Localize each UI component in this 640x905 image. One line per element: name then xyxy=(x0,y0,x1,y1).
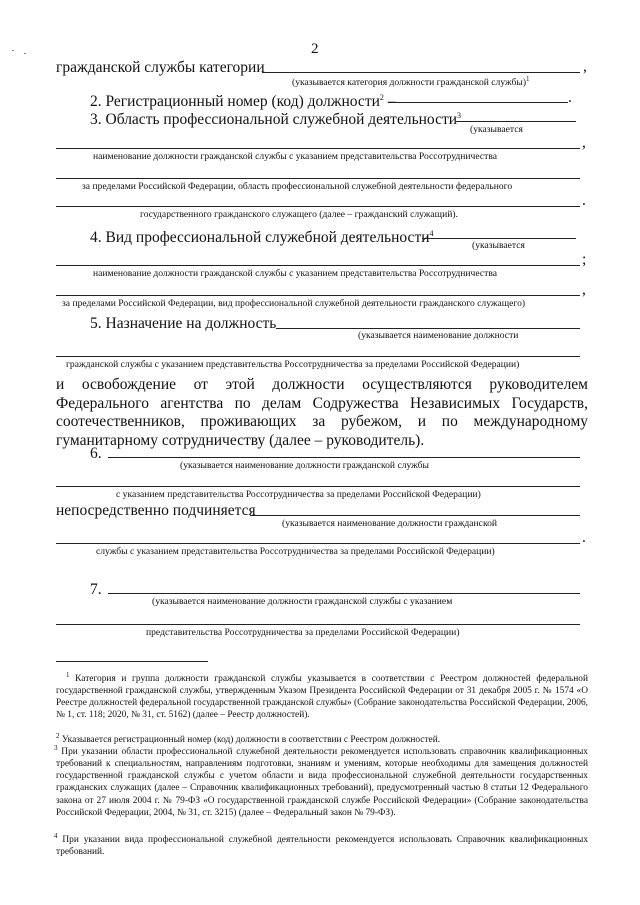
page-number: 2 xyxy=(311,41,319,57)
item-4-hint-2: наименование должности гражданской службы с указанием представительства Россотрудничества xyxy=(93,268,497,279)
item-6-hint-4: службы с указанием представительства Россотрудничества за пределами Российской Федерации) xyxy=(96,546,495,557)
footnote-ref-1: 1 xyxy=(526,75,530,83)
item-4-end-2: , xyxy=(582,281,586,298)
item-6-field-line-3 xyxy=(250,515,580,516)
item-5-field-line-1 xyxy=(276,328,580,329)
item-5-hint-1: (указывается наименование должности xyxy=(358,330,519,341)
category-hint-text: (указывается категория должности гражданской службы) xyxy=(292,77,527,89)
footnote-mark-2: 2 xyxy=(56,732,60,740)
item-4-label xyxy=(90,225,434,247)
item-4-end-1: ; xyxy=(582,251,587,268)
item-5-label: 5. Назначение на должность xyxy=(90,315,277,332)
footnote-separator xyxy=(56,661,208,662)
item-4-hint-3: за пределами Российской Федерации, вид профессиональной служебной деятельности гражданского служащего) xyxy=(62,298,526,309)
category-field-line xyxy=(262,72,580,73)
item-3-hint-3: за пределами Российской Федерации, область профессиональной служебной деятельности федерального xyxy=(82,181,513,192)
footnote-mark-3: 3 xyxy=(54,744,58,752)
item-3-field-line-2 xyxy=(56,148,580,149)
footnote-3-text: При указании области профессиональной служебной деятельности рекомендуется использовать справочник квалификационных требований к специальностям, направлениям подготовки, знаниям и умениям, которые необходимы для замещения должностей государственной гражданской службы с учетом области и вида профессиональной служебной деятельности государственных гражданских служащих (далее – Справочник квалификационных требований), предусмотренный частью 8 статьи 12 Федерального закона от 27 июля 2004 г. № 79-ФЗ «О государственной гражданской службе Российской Федерации» (Собрание законодательства Российской Федерации, 2004, № 31, ст. 3215) (далее – Федеральный закон № 79-ФЗ). xyxy=(56,747,588,818)
item-6-hint-2: с указанием представительства Россотрудничества за пределами Российской Федерации) xyxy=(116,489,481,500)
scan-speck xyxy=(24,53,26,54)
scan-speck xyxy=(12,50,14,51)
footnote-mark-4: 4 xyxy=(54,832,58,840)
item-2-end: . xyxy=(568,89,572,106)
item-3-end-3: . xyxy=(582,192,586,209)
footnote-1-text: Категория и группа должности гражданской службы указывается в соответствии с Реестром должностей федеральной государственной гражданской службы, утвержденным Указом Президента Российской Федерации от 31 декабря 2005 г. № 1574 «О Реестре должностей федеральной государственной гражданской службы» (Собрание законодательства Российской Федерации, 2006, № 1, ст. 118; 2020, № 31, ст. 5162) (далее – Реестр должностей). xyxy=(56,674,588,721)
footnote-1 xyxy=(56,669,588,722)
footnote-mark-1: 1 xyxy=(66,671,70,679)
footnote-ref-4: 4 xyxy=(429,229,434,238)
category-hint xyxy=(292,74,530,88)
item-6-number: 6. xyxy=(90,445,102,462)
footnote-ref-2: 2 xyxy=(379,93,384,102)
item-6-hint-1: (указывается наименование должности гражданской службы xyxy=(180,460,429,471)
footnote-ref-3: 3 xyxy=(457,111,462,120)
item-7-field-line-1 xyxy=(108,593,580,594)
item-5-hint-2: гражданской службы с указанием представительства Россотрудничества за пределами Российской Федерации) xyxy=(66,359,520,370)
item-3-label xyxy=(90,107,461,129)
item-4-text: 4. Вид профессиональной служебной деятельности xyxy=(90,229,430,247)
footnote-2-text: Указывается регистрационный номер (код) должности в соответствии с Реестром должностей. xyxy=(61,735,441,746)
item-6-field-line-1 xyxy=(108,457,580,458)
item-7-hint-1: (указывается наименование должности гражданской службы с указанием xyxy=(152,596,453,607)
item-3-hint-4: государственного гражданского служащего (далее – гражданский служащий). xyxy=(140,209,458,220)
footnote-4-text: При указании вида профессиональной служебной деятельности рекомендуется использовать Справочник квалификационных требований. xyxy=(56,835,589,858)
footnote-3 xyxy=(56,742,588,819)
item-3-field-line-3 xyxy=(56,178,580,179)
footnote-4 xyxy=(56,830,588,858)
item-3-hint-1: (указывается xyxy=(470,124,523,135)
category-field-end: , xyxy=(583,58,587,75)
item-6-field-line-4 xyxy=(56,543,580,544)
item-7-number: 7. xyxy=(90,581,102,598)
item-2-dash: – xyxy=(387,93,396,111)
item-4-hint-1: (указывается xyxy=(472,240,525,251)
item-3-text: 3. Область профессиональной служебной деятельности xyxy=(90,111,458,129)
item-2-field-line xyxy=(388,102,568,103)
item-4-field-line-1 xyxy=(422,238,576,239)
item-3-field-line-1 xyxy=(456,121,576,122)
item-7-hint-2: представительства Россотрудничества за пределами Российской Федерации) xyxy=(146,627,460,638)
appointment-paragraph: и освобождение от этой должности осуществляются руководителем Федерального агентства по делам Содружества Независимых Государств, соотечественников, проживающих за рубежом, и по международному гуманитарному сотрудничеству (далее – руководитель). xyxy=(56,376,588,449)
item-3-hint-2: наименование должности гражданской службы с указанием представительства Россотрудничества xyxy=(93,151,497,162)
item-5-field-line-2 xyxy=(56,356,580,357)
item-4-field-line-3 xyxy=(56,295,580,296)
item-3-end-1: , xyxy=(582,134,586,151)
category-label: гражданской службы категории xyxy=(56,59,265,76)
item-6-end: . xyxy=(582,529,586,546)
item-3-field-line-4 xyxy=(56,206,580,207)
subordinate-label: непосредственно подчиняется xyxy=(56,502,256,519)
item-7-field-line-2 xyxy=(56,624,580,625)
item-2-text: 2. Регистрационный номер (код) должности xyxy=(90,93,380,111)
item-4-field-line-2 xyxy=(56,265,580,266)
item-6-hint-3: (указывается наименование должности гражданской xyxy=(282,518,498,529)
item-6-field-line-2 xyxy=(56,486,580,487)
